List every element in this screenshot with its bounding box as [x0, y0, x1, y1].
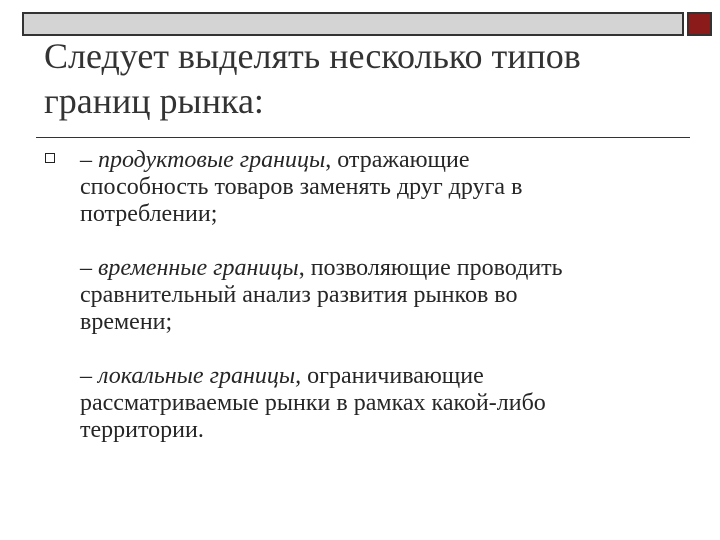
list-item-local-boundaries — [80, 363, 700, 444]
list-item-line — [80, 255, 700, 282]
term-description: , отражающие — [325, 147, 470, 173]
term-italic: временные границы — [98, 255, 299, 281]
list-item-line: времени; — [80, 309, 173, 335]
header-band — [22, 12, 684, 36]
accent-square — [687, 12, 712, 36]
title-divider — [36, 137, 690, 138]
dash: – — [80, 147, 98, 173]
hollow-square-bullet-icon — [45, 153, 55, 163]
slide-title — [44, 34, 581, 124]
bullet-body — [80, 147, 700, 471]
term-italic: локальные границы, — [98, 363, 302, 389]
list-item-product-boundaries — [80, 147, 700, 228]
term-description: ограничивающие — [301, 363, 484, 389]
list-item-line: способность товаров заменять друг друга в — [80, 174, 523, 200]
list-item-line: потреблении; — [80, 201, 218, 227]
list-item-line: территории. — [80, 417, 204, 443]
term-description: , позволяющие проводить — [298, 255, 563, 281]
slide-title-line: границ рынка: — [44, 81, 264, 121]
list-item-line — [80, 363, 700, 390]
list-item-time-boundaries — [80, 255, 700, 336]
dash: – — [80, 363, 98, 389]
term-italic: продуктовые границы — [98, 147, 326, 173]
list-item-line: сравнительный анализ развития рынков во — [80, 282, 518, 308]
slide-title-line: Следует выделять несколько типов — [44, 36, 581, 76]
dash: – — [80, 255, 98, 281]
list-item-line: рассматриваемые рынки в рамках какой-либо — [80, 390, 546, 416]
list-item-line — [80, 147, 700, 174]
